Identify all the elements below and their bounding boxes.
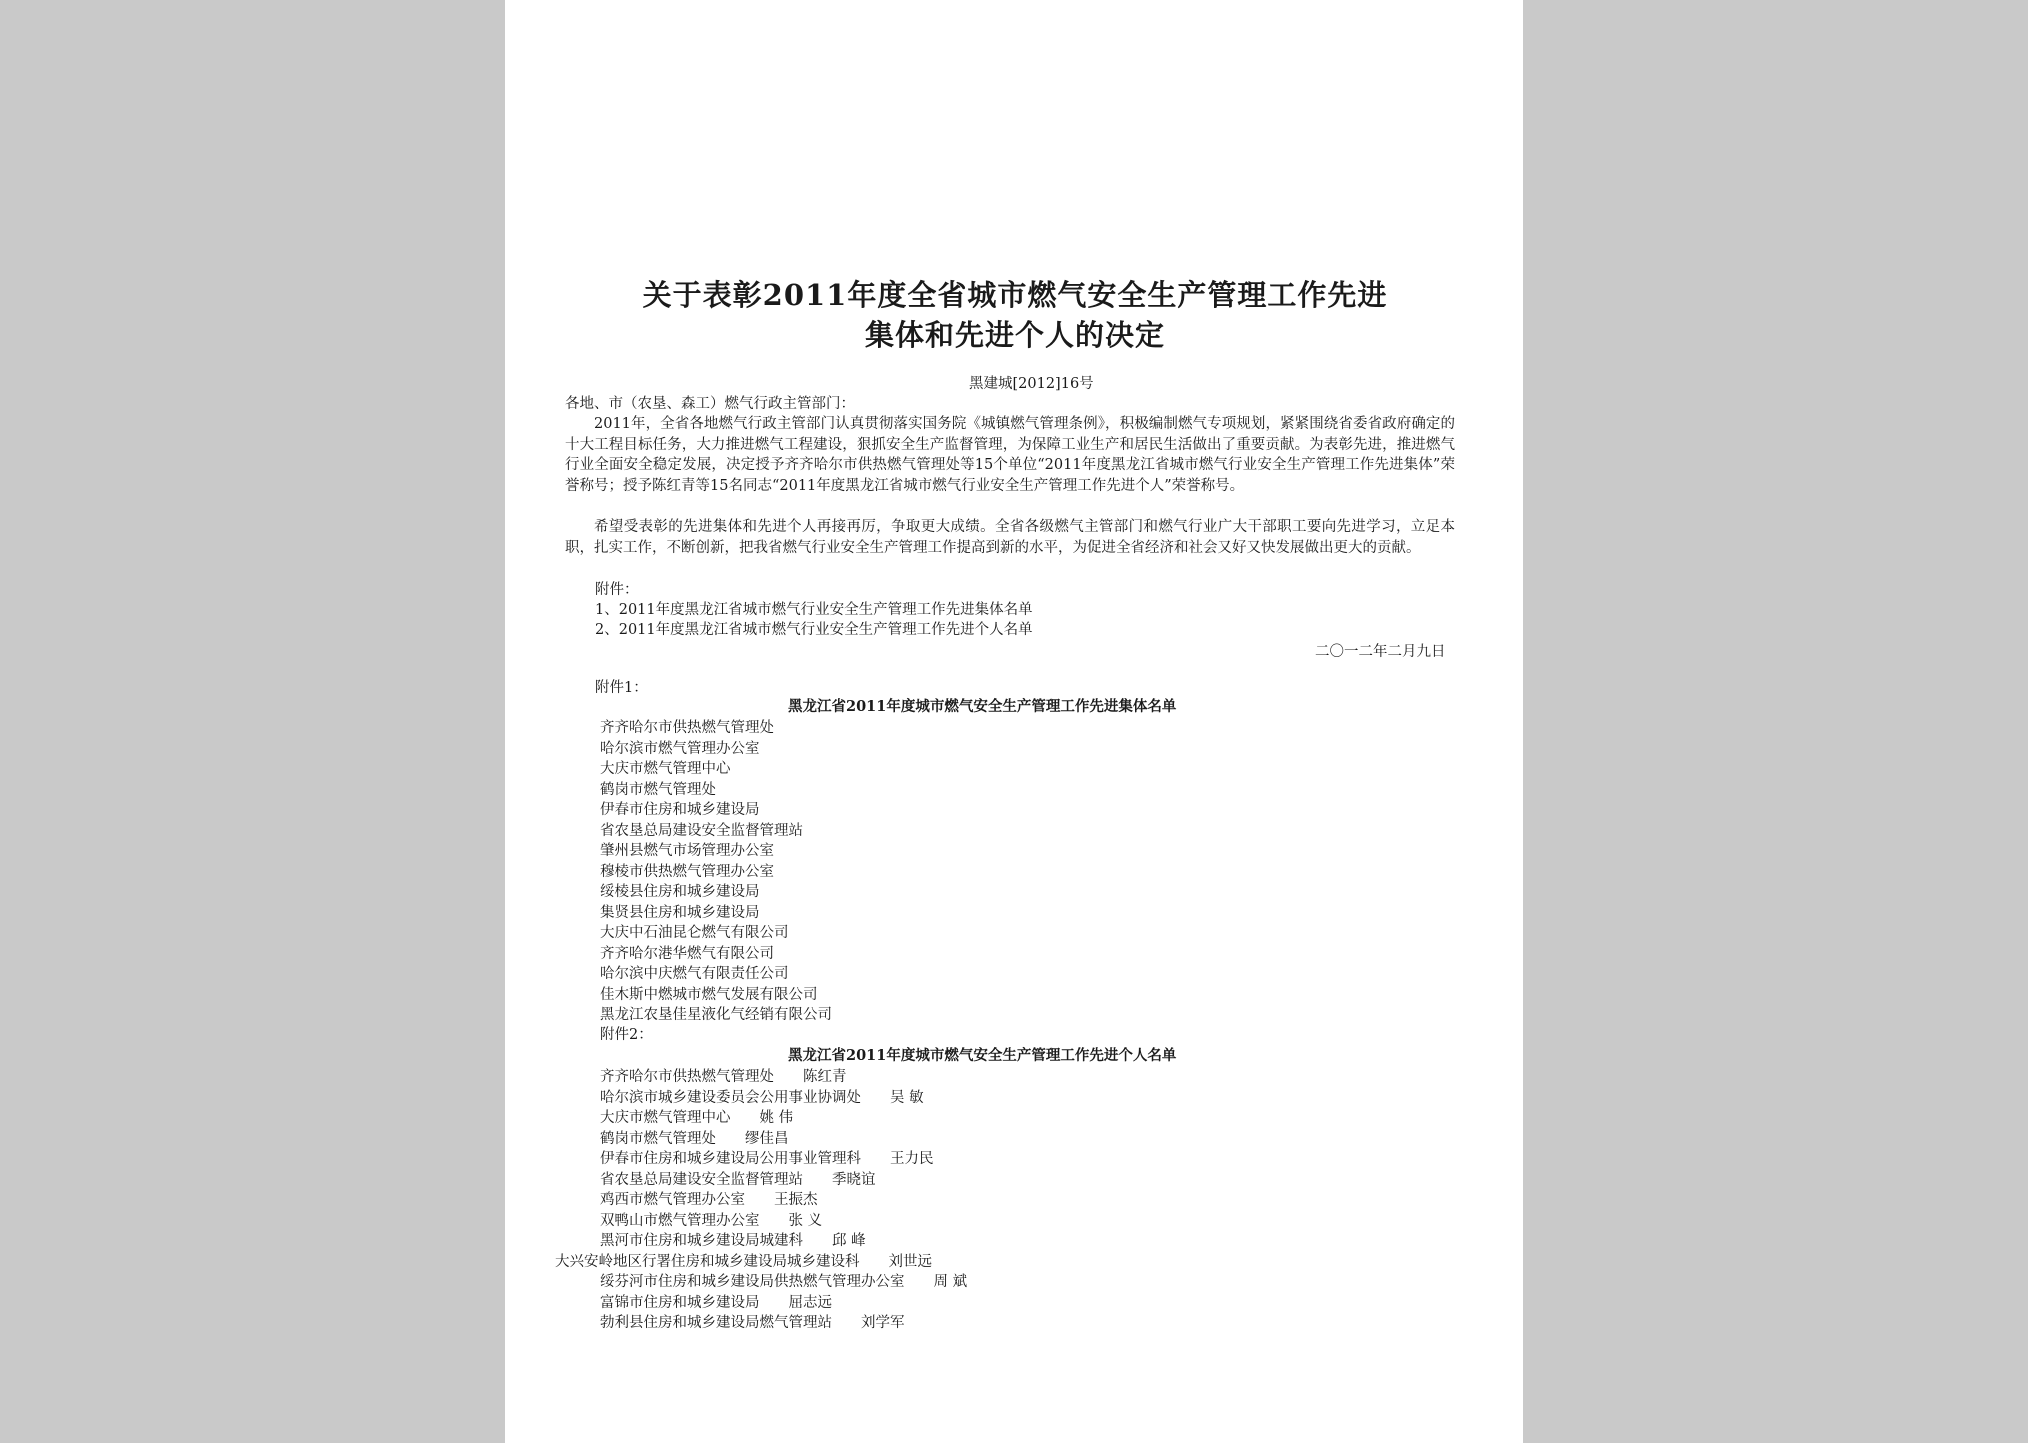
list-item: 大庆市燃气管理中心 姚 伟 — [600, 1110, 794, 1126]
document-date: 二〇一二年二月九日 — [1315, 644, 1446, 660]
document-number: 黑建城[2012]16号 — [969, 376, 1094, 392]
annex2-title: 黑龙江省2011年度城市燃气安全生产管理工作先进个人名单 — [788, 1047, 1177, 1064]
list-item: 肇州县燃气市场管理办公室 — [600, 843, 774, 859]
list-item: 省农垦总局建设安全监督管理站 季晓谊 — [600, 1171, 876, 1188]
list-item: 黑龙江农垦佳星液化气经销有限公司 — [600, 1007, 832, 1023]
list-item: 双鸭山市燃气管理办公室 张 义 — [600, 1212, 823, 1229]
annex1-label: 附件1： — [595, 680, 648, 696]
document-title-line-1: 关于表彰2011年度全省城市燃气安全生产管理工作先进 — [642, 278, 1388, 312]
list-item: 哈尔滨中庆燃气有限责任公司 — [600, 966, 789, 982]
list-item: 穆棱市供热燃气管理办公室 — [600, 863, 774, 880]
list-item: 勃利县住房和城乡建设局燃气管理站 刘学军 — [600, 1315, 905, 1331]
list-item: 黑河市住房和城乡建设局城建科 邱 峰 — [600, 1233, 866, 1249]
paragraph-2: 希望受表彰的先进集体和先进个人再接再厉，争取更大成绩。全省各级燃气主管部门和燃气行业广大干部职工要向先进学习，立足本职，扎实工作，不断创新，把我省燃气行业安全生产管理工作提高到新的水平，为促进全省经济和社会又好又快发展做出更大的贡献。 — [565, 519, 1455, 556]
list-item: 绥棱县住房和城乡建设局 — [600, 884, 760, 900]
list-item: 伊春市住房和城乡建设局公用事业管理科 王力民 — [600, 1151, 934, 1167]
document-title-line-2: 集体和先进个人的决定 — [864, 318, 1165, 352]
list-item: 省农垦总局建设安全监督管理站 — [600, 822, 803, 839]
paragraph-1: 2011年，全省各地燃气行政主管部门认真贯彻落实国务院《城镇燃气管理条例》，积极编制燃气专项规划，紧紧围绕省委省政府确定的十大工程目标任务，大力推进燃气工程建设，狠抓安全生产监督管理，为保障工业生产和居民生活做出了重要贡献。为表彰先进，推进燃气行业全面安全稳定发展，决定授予齐齐哈尔市供热燃气管理处等15个单位“2011年度黑龙江省城市燃气行业安全生产管理工作先进集体”荣誉称号；授予陈红青等15名同志“2011年度黑龙江省城市燃气行业安全生产管理工作先进个人”荣誉称号。 — [565, 416, 1455, 494]
annex1-title: 黑龙江省2011年度城市燃气安全生产管理工作先进集体名单 — [788, 698, 1177, 715]
attachments-label: 附件： — [595, 582, 639, 598]
list-item: 鹤岗市燃气管理处 — [600, 781, 716, 798]
list-item: 集贤县住房和城乡建设局 — [600, 904, 760, 921]
list-item: 齐齐哈尔港华燃气有限公司 — [600, 945, 774, 962]
list-item: 齐齐哈尔市供热燃气管理处 陈红青 — [600, 1069, 847, 1085]
list-item: 鹤岗市燃气管理处 缪佳昌 — [600, 1130, 789, 1147]
list-item: 大庆市燃气管理中心 — [600, 761, 731, 777]
list-item: 鸡西市燃气管理办公室 王振杰 — [600, 1192, 818, 1208]
list-item: 哈尔滨市城乡建设委员会公用事业协调处 吴 敏 — [600, 1089, 924, 1106]
salutation: 各地、市（农垦、森工）燃气行政主管部门： — [565, 396, 855, 412]
attachment-item-2: 2、2011年度黑龙江省城市燃气行业安全生产管理工作先进个人名单 — [595, 622, 1033, 638]
annex2-label: 附件2： — [600, 1027, 653, 1043]
list-item: 富锦市住房和城乡建设局 屈志远 — [600, 1294, 832, 1311]
list-item: 大庆中石油昆仑燃气有限公司 — [600, 925, 789, 941]
document-page — [505, 0, 1523, 1443]
list-item: 绥芬河市住房和城乡建设局供热燃气管理办公室 周 斌 — [600, 1274, 968, 1290]
list-item: 哈尔滨市燃气管理办公室 — [600, 740, 760, 757]
list-item: 齐齐哈尔市供热燃气管理处 — [600, 720, 774, 736]
attachment-item-1: 1、2011年度黑龙江省城市燃气行业安全生产管理工作先进集体名单 — [595, 602, 1033, 618]
list-item: 伊春市住房和城乡建设局 — [600, 802, 760, 818]
list-item: 佳木斯中燃城市燃气发展有限公司 — [600, 986, 818, 1003]
list-item: 大兴安岭地区行署住房和城乡建设局城乡建设科 刘世远 — [555, 1253, 932, 1270]
